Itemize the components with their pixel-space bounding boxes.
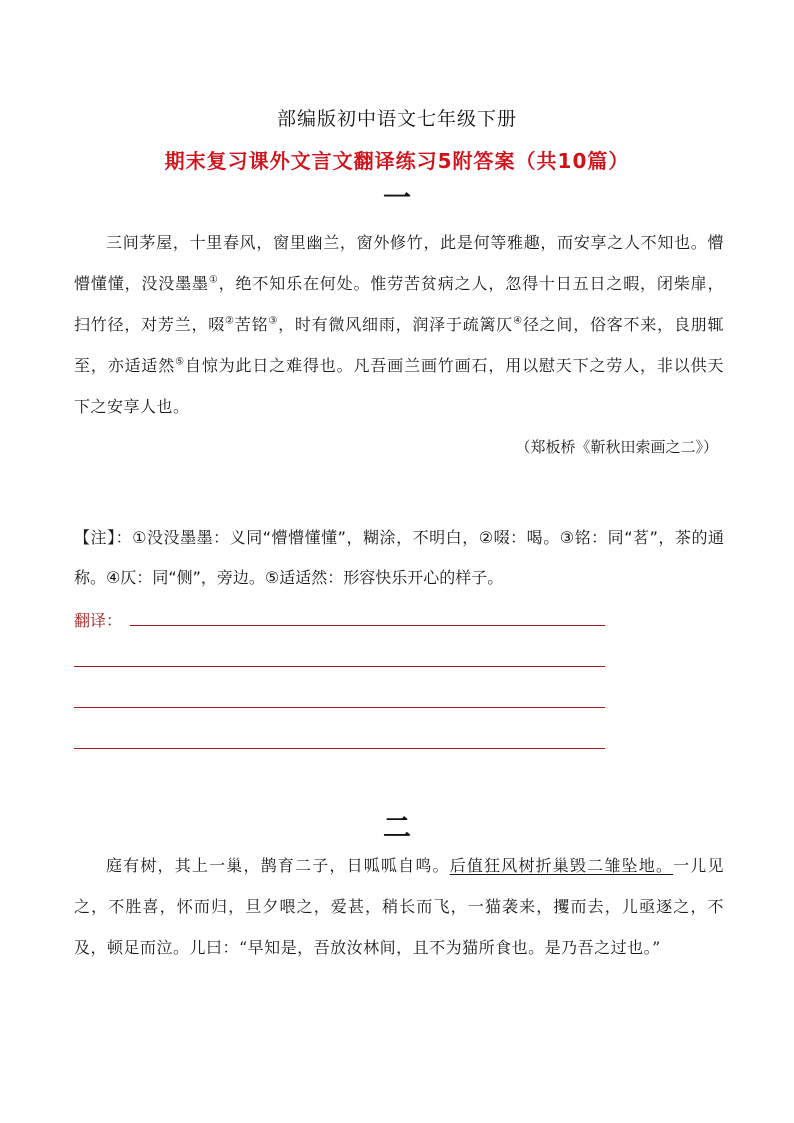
passage-2-text: 庭有树，其上一巢，鹊育二子，日呱呱自鸣。 (106, 856, 450, 875)
footnote-marker-5: ⑤ (175, 356, 185, 368)
annotation-notes: 【注】：①没没墨墨：义同“懵懵懂懂”，糊涂，不明白，②啜：喝。③铭：同“茗”，茶的通称。④仄：同“侧”，旁边。⑤适适然：形容快乐开心的样子。 (74, 528, 724, 587)
passage-2 (74, 845, 724, 968)
document-title: 部编版初中语文七年级下册 (276, 108, 517, 130)
passage-source: （郑板桥《靳秋田索画之二》） (515, 438, 718, 456)
answer-line (74, 707, 605, 708)
footnote-marker-2: ② (225, 315, 235, 327)
answer-line (74, 666, 605, 667)
footnote-marker-1: ① (208, 274, 219, 286)
footnote-marker-4: ④ (513, 315, 523, 327)
passage-1-text: 径之间，俗客不来，良朋辄至，亦适适然 (74, 315, 724, 375)
passage-2-text: 一儿见之，不胜喜，怀而归，旦夕喂之，爱甚，稍长而飞，一猫袭来，攫而去，儿亟逐之，不及，顿足而泣。儿曰：“早知是，吾放汝林间，且不为猫所食也。是乃吾之过也。” (74, 856, 724, 957)
answer-line (130, 625, 605, 626)
answer-line (74, 748, 605, 749)
passage-1-text: 自惊为此日之难得也。凡吾画兰画竹画石，用以慰天下之劳人，非以供天下之安享人也。 (74, 356, 724, 416)
section-number-1: 一 (382, 181, 411, 214)
section-number-2: 二 (382, 811, 411, 844)
footnote-marker-3: ③ (268, 315, 279, 327)
passage-1 (74, 222, 724, 427)
passage-1-text: 三间茅屋，十里春风，窗里幽兰，窗外修竹，此是何等雅趣，而安享之人不知也。懵懵懂懂，没没墨墨 (74, 233, 724, 293)
passage-1-text: ，绝不知乐在何处。惟劳苦贫病之人，忽得十日五日之暇，闭柴扉，扫竹径，对芳兰，啜 (74, 274, 724, 334)
translation-label: 翻译： (74, 611, 123, 630)
document-subtitle: 期末复习课外文言文翻译练习5附答案（共10篇） (164, 149, 630, 173)
passage-1-text: 苦铭 (234, 315, 269, 334)
passage-1-text: ，时有微风细雨，润泽于疏篱仄 (278, 315, 514, 334)
underlined-sentence: 后值狂风树折巢毁二雏坠地。 (449, 856, 674, 875)
